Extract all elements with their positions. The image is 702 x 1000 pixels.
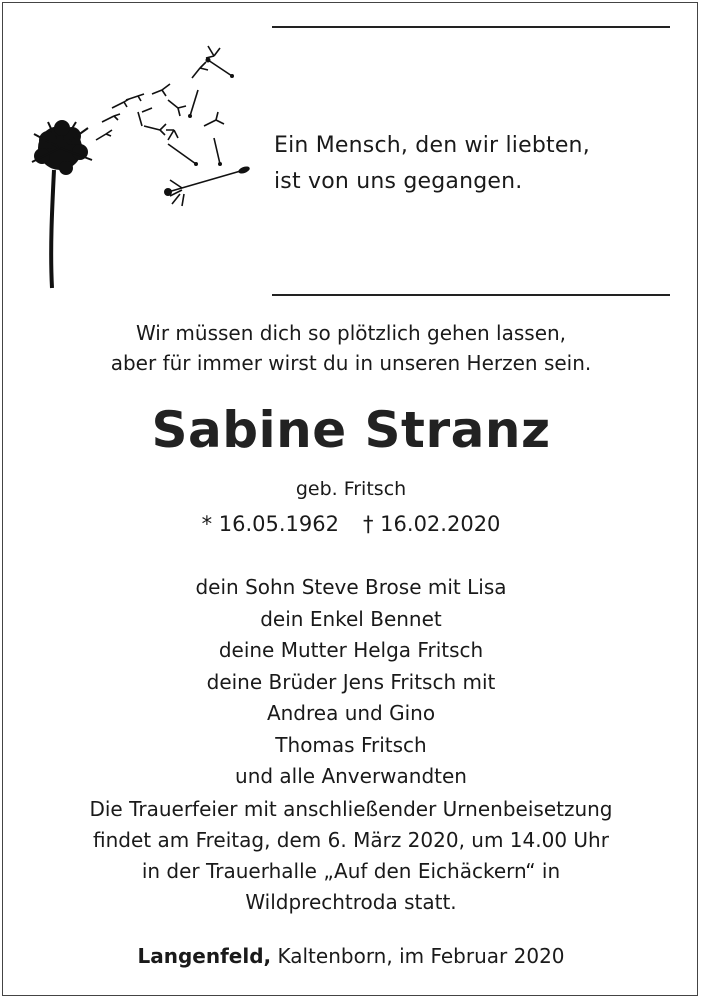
mourner-line: und alle Anverwandten xyxy=(235,764,467,788)
ceremony-details xyxy=(0,794,702,918)
life-dates xyxy=(0,508,702,540)
birth-date: * 16.05.1962 xyxy=(201,512,339,536)
farewell-text xyxy=(0,318,702,378)
top-rule xyxy=(272,26,670,28)
mourner-line: deine Mutter Helga Fritsch xyxy=(218,638,484,662)
town-name: Langenfeld, xyxy=(137,944,272,968)
dandelion-icon xyxy=(18,30,258,292)
quote-line: Ein Mensch, den wir liebten, xyxy=(274,133,590,158)
opening-quote xyxy=(274,128,590,200)
death-date: † 16.02.2020 xyxy=(363,512,501,536)
place-date-text: Kaltenborn, im Februar 2020 xyxy=(271,944,565,968)
mourner-line: deine Brüder Jens Fritsch mit xyxy=(206,669,496,694)
ceremony-line: Die Trauerfeier mit anschließender Urnenbeisetzung xyxy=(89,797,613,821)
quote-line: ist von uns gegangen. xyxy=(274,169,523,194)
mourner-line: dein Enkel Bennet xyxy=(260,606,442,631)
birth-name: geb. Fritsch xyxy=(295,478,407,500)
bottom-rule xyxy=(272,294,670,296)
deceased-name: Sabine Stranz xyxy=(151,401,551,459)
mourner-line: Andrea und Gino xyxy=(266,701,436,725)
mourner-line: dein Sohn Steve Brose mit Lisa xyxy=(195,575,507,599)
ceremony-line: in der Trauerhalle „Auf den Eichäckern“ in xyxy=(141,859,561,883)
place-and-date xyxy=(0,940,702,972)
ceremony-line: findet am Freitag, dem 6. März 2020, um 14.00 Uhr xyxy=(93,828,609,852)
mourners-list xyxy=(0,572,702,793)
farewell-line: Wir müssen dich so plötzlich gehen lassen, xyxy=(135,321,567,345)
ceremony-line: Wildprechtroda statt. xyxy=(245,890,457,914)
mourner-line: Thomas Fritsch xyxy=(275,732,427,757)
farewell-line: aber für immer wirst du in unseren Herzen sein. xyxy=(110,351,592,375)
